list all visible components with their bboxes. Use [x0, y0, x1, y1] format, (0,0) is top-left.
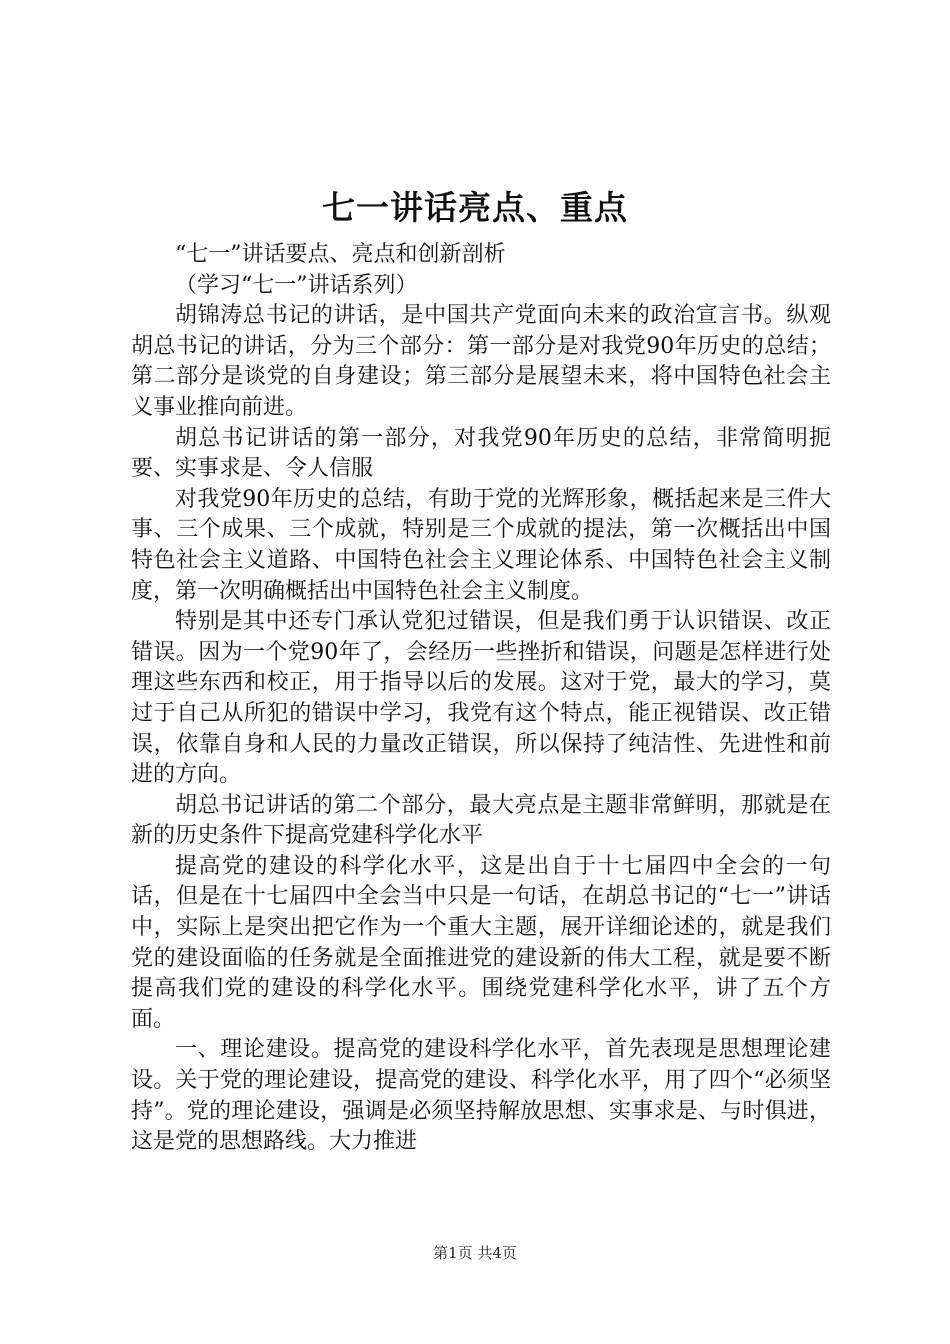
- paragraph: 胡锦涛总书记的讲话，是中国共产党面向未来的政治宣言书。纵观胡总书记的讲话，分为三个部分：第一部分是对我党90年历史的总结；第二部分是谈党的自身建设；第三部分是展望未来，将中国特色社会主义事业推向前进。: [131, 303, 831, 420]
- paragraph-subtitle: “七一”讲话要点、亮点和创新剖析: [175, 242, 506, 267]
- document-body: [131, 240, 831, 1158]
- paragraph: 胡总书记讲话的第二个部分，最大亮点是主题非常鲜明，那就是在新的历史条件下提高党建科学化水平: [131, 792, 831, 849]
- paragraph: 对我党90年历史的总结，有助于党的光辉形象，概括起来是三件大事、三个成果、三个成就，特别是三个成就的提法，第一次概括出中国特色社会主义道路、中国特色社会主义理论体系、中国特色社会主义制度，第一次明确概括出中国特色社会主义制度。: [131, 486, 831, 604]
- paragraph: 特别是其中还专门承认党犯过错误，但是我们勇于认识错误、改正错误。因为一个党90年了，会经历一些挫折和错误，问题是怎样进行处理这些东西和校正，用于指导以后的发展。这对于党，最大的学习，莫过于自己从所犯的错误中学习，我党有这个特点，能正视错误、改正错误，依靠自身和人民的力量改正错误，所以保持了纯洁性、先进性和前进的方向。: [131, 609, 831, 788]
- paragraph: 胡总书记讲话的第一部分，对我党90年历史的总结，非常简明扼要、实事求是、令人信服: [131, 425, 831, 482]
- page-number-footer: 第1页 共4页: [433, 1244, 517, 1262]
- paragraph: 一、理论建设。提高党的建设科学化水平，首先表现是思想理论建设。关于党的理论建设，提高党的建设、科学化水平，用了四个“必须坚持”。党的理论建设，强调是必须坚持解放思想、实事求是、与时俱进，这是党的思想路线。大力推进: [131, 1037, 831, 1155]
- paragraph-series-note: （学习“七一”讲话系列）: [175, 272, 418, 298]
- paragraph: 提高党的建设的科学化水平，这是出自于十七届四中全会的一句话，但是在十七届四中全会当中只是一句话，在胡总书记的“七一”讲话中，实际上是突出把它作为一个重大主题，展开详细论述的，就是我们党的建设面临的任务就是全面推进党的建设新的伟大工程，就是要不断提高我们党的建设的科学化水平。围绕党建科学化水平，讲了五个方面。: [131, 853, 831, 1032]
- document-title: 七一讲话亮点、重点: [322, 188, 628, 227]
